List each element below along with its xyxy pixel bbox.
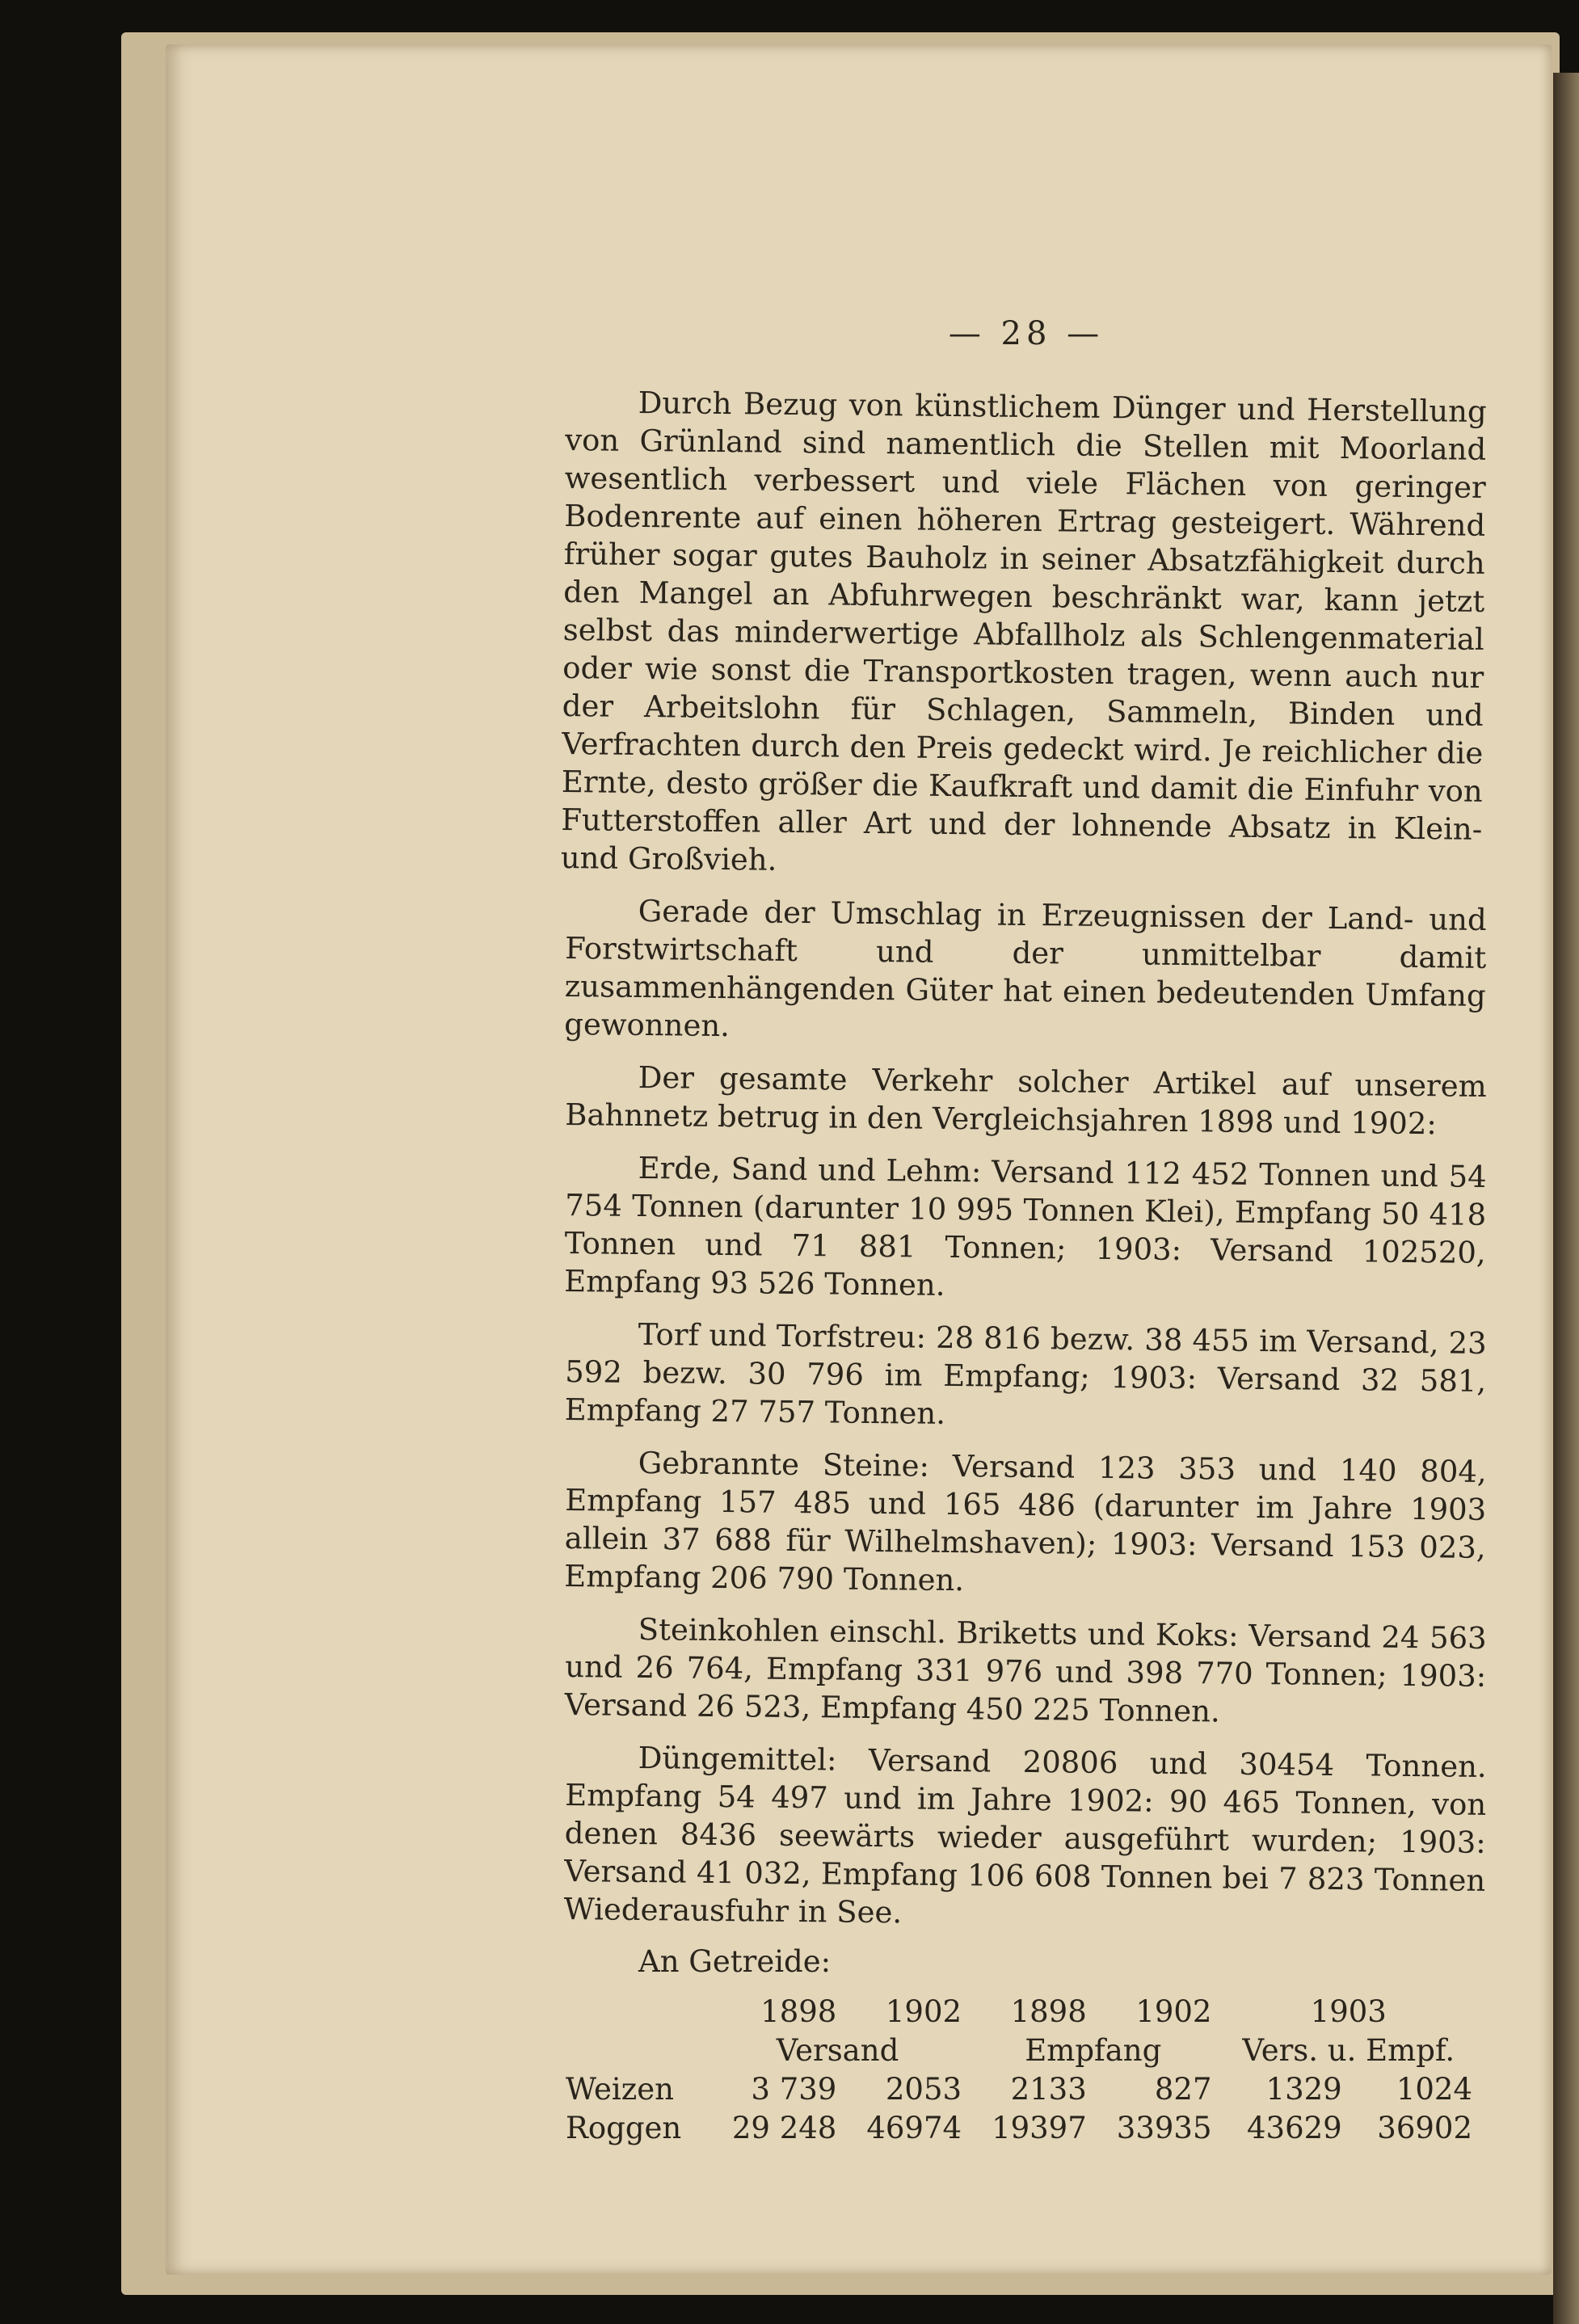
paragraph-torf: Torf und Torfstreu: 28 816 bezw. 38 455 im Versand, 23 592 bezw. 30 796 im Empfang; 1903: Versand 32 581, Empfang 27 757 Tonnen.	[564, 1316, 1487, 1431]
table-cell: 33935	[1116, 2110, 1212, 2145]
year-header: 1903	[1310, 1994, 1387, 2029]
group-header: Versand	[776, 2032, 899, 2068]
paragraph-duengemittel: Düngemittel: Versand 20806 und 30454 Tonnen. Empfang 54 497 und im Jahre 1902: 90 465 Tonnen, von denen 8436 seewärts wieder ausgeführt wurden; 1903: Versand 41 032, Empfang 106 608 Tonnen bei 7 823 Tonnen Wiederausfuhr in See.	[563, 1740, 1487, 1930]
table-cell: 36902	[1377, 2110, 1472, 2145]
row-label: Weizen	[566, 2071, 674, 2107]
year-header: 1902	[885, 1994, 962, 2029]
grain-table	[566, 1992, 1479, 2147]
table-corner	[566, 1992, 707, 2031]
group-header: Empfang	[1025, 2032, 1162, 2068]
table-cell: 43629	[1247, 2110, 1342, 2145]
table-cell: 19397	[992, 2110, 1087, 2145]
paragraph-steine: Gebrannte Steine: Versand 123 353 und 140 804, Empfang 157 485 und 165 486 (darunter im Jahre 1903 allein 37 688 für Wilhelmshaven); 1903: Versand 153 023, Empfang 206 790 Tonnen.	[564, 1445, 1487, 1598]
paragraph-verkehr: Der gesamte Verkehr solcher Artikel auf unserem Bahnnetz betrug in den Vergleichsjahren 1898 und 1902:	[565, 1059, 1487, 1142]
paragraph-kohlen: Steinkohlen einschl. Briketts und Koks: Versand 24 563 und 26 764, Empfang 331 976 und 398 770 Tonnen; 1903: Versand 26 523, Empfang 450 225 Tonnen.	[564, 1611, 1487, 1729]
table-cell: 1024	[1396, 2071, 1472, 2107]
row-label: Roggen	[566, 2110, 682, 2145]
table-year-row	[566, 1992, 1479, 2031]
grain-heading: An Getreide:	[638, 1944, 832, 1979]
table-cell: 2133	[1010, 2071, 1087, 2107]
table-group-row	[566, 2031, 1479, 2069]
year-header: 1898	[760, 1994, 837, 2029]
paragraph-erde: Erde, Sand und Lehm: Versand 112 452 Tonnen und 54 754 Tonnen (darunter 10 995 Tonnen Klei), Empfang 50 418 Tonnen und 71 881 Tonnen; 1903: Versand 102520, Empfang 93 526 Tonnen.	[564, 1150, 1487, 1303]
table-row	[566, 2108, 1479, 2147]
table-cell: 1329	[1265, 2071, 1342, 2107]
table-corner	[566, 2031, 707, 2069]
table-cell: 2053	[885, 2071, 962, 2107]
group-header: Vers. u. Empf.	[1242, 2032, 1455, 2068]
paragraph-duenger: Durch Bezug von künstlichem Dünger und Herstellung von Grünland sind namentlich die Stellen mit Moorland wesentlich verbessert und viele Flächen von geringer Bodenrente auf einen höheren Ertrag gesteigert. Während früher sogar gutes Bauholz in seiner Absatzfähigkeit durch den Mangel an Abfuhrwegen beschränkt war, kann jetzt selbst das minderwertige Abfallholz als Schlengenmaterial oder wie sonst die Transportkosten tragen, wenn auch nur der Arbeitslohn für Schlagen, Sammeln, Binden und Verfrachten durch den Preis gedeckt wird. Je reichlicher die Ernte, desto größer die Kaufkraft und damit die Einfuhr von Futterstoffen aller Art und der lohnende Absatz in Klein- und Großvieh.	[560, 385, 1487, 878]
table-cell: 3 739	[751, 2071, 837, 2107]
page-content	[560, 315, 1487, 2147]
paragraph-umschlag: Gerade der Umschlag in Erzeugnissen der Land- und Forstwirtschaft und der unmittelbar damit zusammenhängenden Güter hat einen bedeutenden Umfang gewonnen.	[564, 893, 1487, 1044]
page-number: — 28 —	[948, 315, 1105, 352]
year-header: 1902	[1135, 1994, 1212, 2029]
book-spine	[1553, 73, 1579, 2324]
table-cell: 46974	[866, 2110, 962, 2145]
table-row	[566, 2069, 1479, 2108]
year-header: 1898	[1010, 1994, 1087, 2029]
table-cell: 29 248	[731, 2110, 837, 2145]
table-cell: 827	[1154, 2071, 1212, 2107]
